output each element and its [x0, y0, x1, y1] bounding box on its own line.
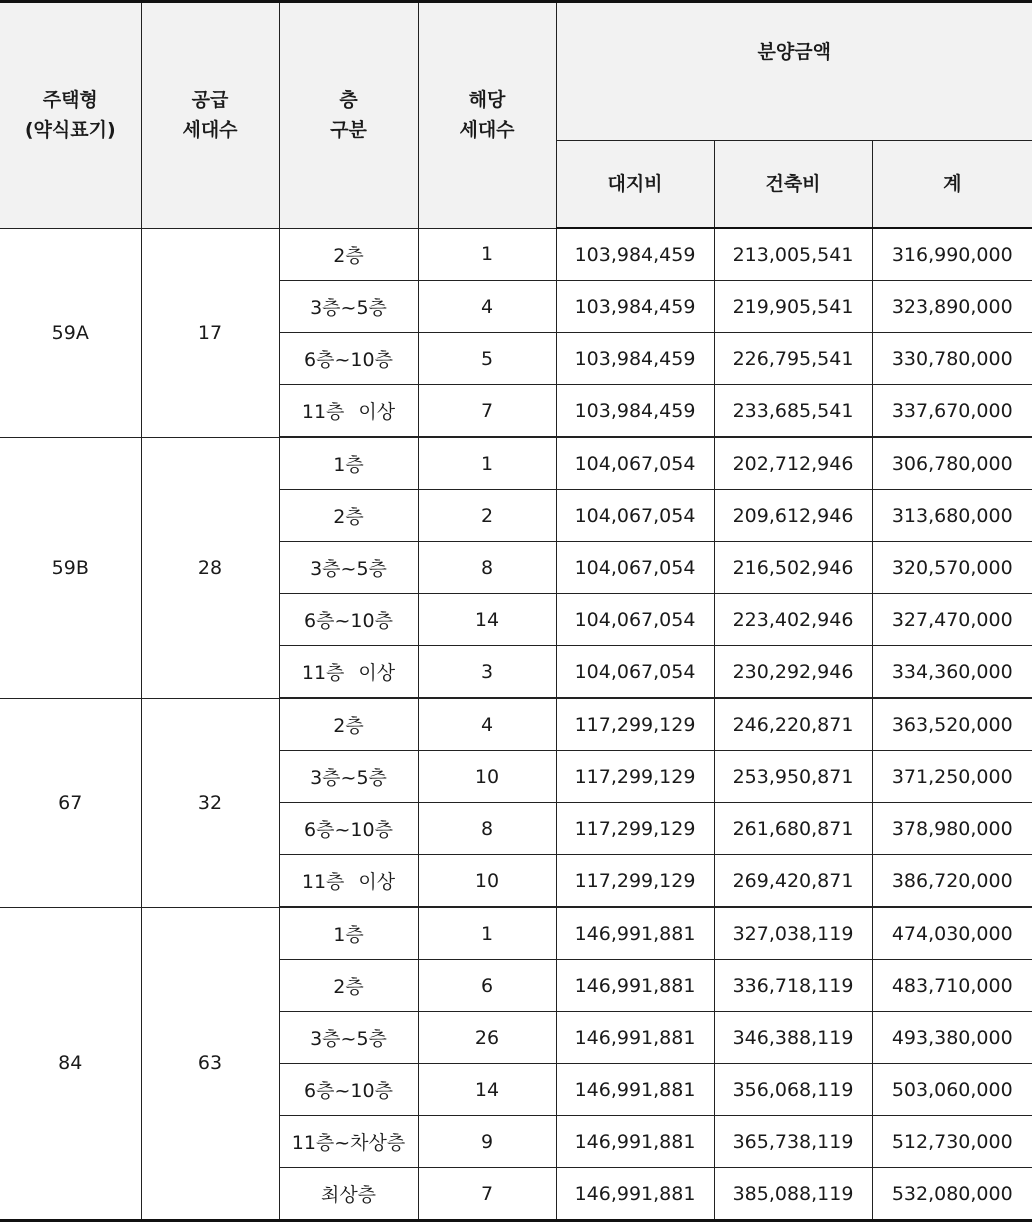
building-cost-cell: 261,680,871	[714, 803, 872, 855]
total-cell: 320,570,000	[872, 542, 1032, 594]
header-floor-line1: 층	[339, 89, 358, 112]
land-cost-cell: 104,067,054	[556, 437, 714, 490]
building-cost-cell: 209,612,946	[714, 490, 872, 542]
land-cost-cell: 117,299,129	[556, 751, 714, 803]
building-cost-cell: 365,738,119	[714, 1116, 872, 1168]
building-cost-cell: 230,292,946	[714, 646, 872, 699]
applicable-units-cell: 14	[418, 1064, 556, 1116]
building-cost-cell: 385,088,119	[714, 1168, 872, 1221]
housing-type-cell: 84	[0, 907, 141, 1221]
floor-cell: 2층	[279, 228, 418, 281]
total-cell: 323,890,000	[872, 281, 1032, 333]
housing-type-cell: 59A	[0, 228, 141, 437]
total-cell: 512,730,000	[872, 1116, 1032, 1168]
land-cost-cell: 103,984,459	[556, 385, 714, 438]
applicable-units-cell: 1	[418, 907, 556, 960]
land-cost-cell: 104,067,054	[556, 646, 714, 699]
header-building-cost: 건축비	[714, 141, 872, 229]
floor-cell: 11층~차상층	[279, 1116, 418, 1168]
land-cost-cell: 146,991,881	[556, 1064, 714, 1116]
total-cell: 337,670,000	[872, 385, 1032, 438]
applicable-units-cell: 5	[418, 333, 556, 385]
building-cost-cell: 219,905,541	[714, 281, 872, 333]
building-cost-cell: 269,420,871	[714, 855, 872, 908]
table-row	[0, 228, 1032, 281]
total-cell: 313,680,000	[872, 490, 1032, 542]
land-cost-cell: 117,299,129	[556, 855, 714, 908]
floor-cell: 3층~5층	[279, 281, 418, 333]
total-cell: 378,980,000	[872, 803, 1032, 855]
floor-cell: 6층~10층	[279, 333, 418, 385]
applicable-units-cell: 9	[418, 1116, 556, 1168]
building-cost-cell: 213,005,541	[714, 228, 872, 281]
floor-cell: 3층~5층	[279, 1012, 418, 1064]
building-cost-cell: 216,502,946	[714, 542, 872, 594]
building-cost-cell: 202,712,946	[714, 437, 872, 490]
land-cost-cell: 104,067,054	[556, 542, 714, 594]
applicable-units-cell: 6	[418, 960, 556, 1012]
header-floor	[279, 2, 418, 229]
total-cell: 474,030,000	[872, 907, 1032, 960]
applicable-units-cell: 1	[418, 228, 556, 281]
building-cost-cell: 356,068,119	[714, 1064, 872, 1116]
table-row	[0, 437, 1032, 490]
building-cost-cell: 246,220,871	[714, 698, 872, 751]
total-cell: 363,520,000	[872, 698, 1032, 751]
applicable-units-cell: 14	[418, 594, 556, 646]
supply-units-cell: 28	[141, 437, 279, 698]
applicable-units-cell: 26	[418, 1012, 556, 1064]
total-cell: 306,780,000	[872, 437, 1032, 490]
land-cost-cell: 103,984,459	[556, 228, 714, 281]
header-housing-type-line2: (약식표기)	[24, 119, 116, 142]
total-cell: 532,080,000	[872, 1168, 1032, 1221]
building-cost-cell: 346,388,119	[714, 1012, 872, 1064]
applicable-units-cell: 1	[418, 437, 556, 490]
applicable-units-cell: 8	[418, 542, 556, 594]
total-cell: 330,780,000	[872, 333, 1032, 385]
building-cost-cell: 233,685,541	[714, 385, 872, 438]
building-cost-cell: 253,950,871	[714, 751, 872, 803]
applicable-units-cell: 7	[418, 1168, 556, 1221]
land-cost-cell: 146,991,881	[556, 1116, 714, 1168]
total-cell: 503,060,000	[872, 1064, 1032, 1116]
total-cell: 493,380,000	[872, 1012, 1032, 1064]
total-cell: 316,990,000	[872, 228, 1032, 281]
land-cost-cell: 103,984,459	[556, 333, 714, 385]
land-cost-cell: 104,067,054	[556, 594, 714, 646]
total-cell: 483,710,000	[872, 960, 1032, 1012]
building-cost-cell: 327,038,119	[714, 907, 872, 960]
applicable-units-cell: 2	[418, 490, 556, 542]
land-cost-cell: 146,991,881	[556, 1012, 714, 1064]
floor-cell: 1층	[279, 907, 418, 960]
total-cell: 327,470,000	[872, 594, 1032, 646]
land-cost-cell: 117,299,129	[556, 803, 714, 855]
floor-cell: 11층 이상	[279, 855, 418, 908]
land-cost-cell: 104,067,054	[556, 490, 714, 542]
housing-type-cell: 67	[0, 698, 141, 907]
floor-cell: 6층~10층	[279, 1064, 418, 1116]
table-body	[0, 228, 1032, 1221]
floor-cell: 11층 이상	[279, 385, 418, 438]
header-floor-line2: 구분	[330, 119, 367, 142]
applicable-units-cell: 7	[418, 385, 556, 438]
floor-cell: 6층~10층	[279, 803, 418, 855]
applicable-units-cell: 4	[418, 281, 556, 333]
total-cell: 334,360,000	[872, 646, 1032, 699]
housing-type-cell: 59B	[0, 437, 141, 698]
floor-cell: 1층	[279, 437, 418, 490]
total-cell: 386,720,000	[872, 855, 1032, 908]
supply-units-cell: 63	[141, 907, 279, 1221]
header-applicable-units-line2: 세대수	[459, 119, 515, 142]
land-cost-cell: 146,991,881	[556, 907, 714, 960]
header-applicable-units	[418, 2, 556, 229]
supply-units-cell: 17	[141, 228, 279, 437]
supply-units-cell: 32	[141, 698, 279, 907]
table-header	[0, 2, 1032, 229]
floor-cell: 6층~10층	[279, 594, 418, 646]
floor-cell: 2층	[279, 490, 418, 542]
floor-cell: 11층 이상	[279, 646, 418, 699]
header-housing-type-line1: 주택형	[42, 89, 98, 112]
table-row	[0, 907, 1032, 960]
floor-cell: 2층	[279, 960, 418, 1012]
header-land-cost: 대지비	[556, 141, 714, 229]
header-supply-units-line2: 세대수	[182, 119, 238, 142]
applicable-units-cell: 10	[418, 855, 556, 908]
table-row	[0, 698, 1032, 751]
land-cost-cell: 103,984,459	[556, 281, 714, 333]
floor-cell: 3층~5층	[279, 542, 418, 594]
applicable-units-cell: 4	[418, 698, 556, 751]
header-total: 계	[872, 141, 1032, 229]
building-cost-cell: 336,718,119	[714, 960, 872, 1012]
applicable-units-cell: 3	[418, 646, 556, 699]
building-cost-cell: 226,795,541	[714, 333, 872, 385]
floor-cell: 최상층	[279, 1168, 418, 1221]
land-cost-cell: 146,991,881	[556, 960, 714, 1012]
header-housing-type	[0, 2, 141, 229]
total-cell: 371,250,000	[872, 751, 1032, 803]
header-applicable-units-line1: 해당	[468, 89, 506, 112]
floor-cell: 3층~5층	[279, 751, 418, 803]
header-supply-units-line1: 공급	[191, 89, 229, 112]
applicable-units-cell: 10	[418, 751, 556, 803]
land-cost-cell: 117,299,129	[556, 698, 714, 751]
header-sale-price: 분양금액	[556, 2, 1032, 141]
applicable-units-cell: 8	[418, 803, 556, 855]
land-cost-cell: 146,991,881	[556, 1168, 714, 1221]
building-cost-cell: 223,402,946	[714, 594, 872, 646]
header-supply-units	[141, 2, 279, 229]
floor-cell: 2층	[279, 698, 418, 751]
